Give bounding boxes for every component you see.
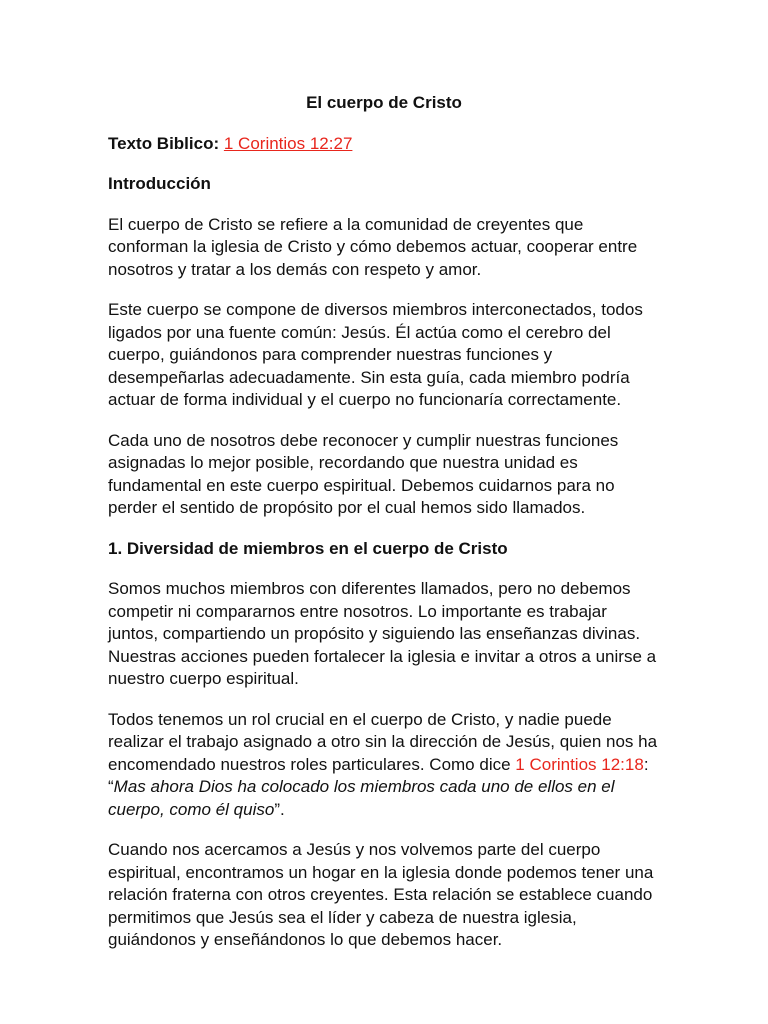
bible-text-line — [108, 133, 660, 156]
intro-heading: Introducción — [108, 174, 211, 193]
intro-paragraph-3: Cada uno de nosotros debe reconocer y cumplir nuestras funciones asignadas lo mejor posible, recordando que nuestra unidad es fundamental en este cuerpo espiritual. Debemos cuidarnos para no perder el sentido de propósito por el cual hemos sido llamados. — [108, 430, 619, 517]
section-1-paragraph-1: Somos muchos miembros con diferentes llamados, pero no debemos competir ni compararnos entre nosotros. Lo importante es trabajar juntos, compartiendo un propósito y siguiendo las enseñanzas divinas. Nuestras acciones pueden fortalecer la iglesia e invitar a otros a unirse a nuestro cuerpo espiritual. — [108, 579, 657, 688]
section-1-paragraph-2-lead: Todos tenemos un rol crucial en el cuerpo de Cristo, y nadie puede realizar el trabajo asignado a otro sin la dirección de Jesús, quien nos ha encomendado nuestros roles particulares. Como dice — [108, 709, 658, 774]
verse-reference-link[interactable]: 1 Corintios 12:18 — [515, 754, 644, 774]
section-1-heading: 1. Diversidad de miembros en el cuerpo de Cristo — [108, 538, 508, 558]
section-1-paragraph-3: Cuando nos acercamos a Jesús y nos volvemos parte del cuerpo espiritual, encontramos un hogar en la iglesia donde podemos tener una relación fraterna con otros creyentes. Esta relación se establece cuando permitimos que Jesús sea el líder y cabeza de nuestra iglesia, guiándonos y enseñándonos lo que debemos hacer. — [108, 840, 654, 949]
intro-paragraph-1: El cuerpo de Cristo se refiere a la comunidad de creyentes que conforman la iglesia de Cristo y cómo debemos actuar, cooperar entre nosotros y tratar a los demás con respeto y amor. — [108, 214, 638, 279]
document-title: El cuerpo de Cristo — [306, 93, 462, 112]
quote-close: ”. — [274, 799, 285, 819]
verse-quote: Mas ahora Dios ha colocado los miembros cada uno de ellos en el cuerpo, como él quiso — [108, 777, 615, 819]
quote-open: : “ — [108, 754, 649, 796]
bible-text-link[interactable]: 1 Corintios 12:27 — [223, 133, 353, 153]
section-1-paragraph-2 — [108, 709, 660, 822]
bible-text-label: Texto Biblico: — [108, 133, 220, 153]
intro-paragraph-2: Este cuerpo se compone de diversos miembros interconectados, todos ligados por una fuente común: Jesús. Él actúa como el cerebro del cuerpo, guiándonos para comprender nuestras funciones y desempeñarlas adecuadamente. Sin esta guía, cada miembro podría actuar de forma individual y el cuerpo no funcionaría correctamente. — [108, 300, 643, 409]
